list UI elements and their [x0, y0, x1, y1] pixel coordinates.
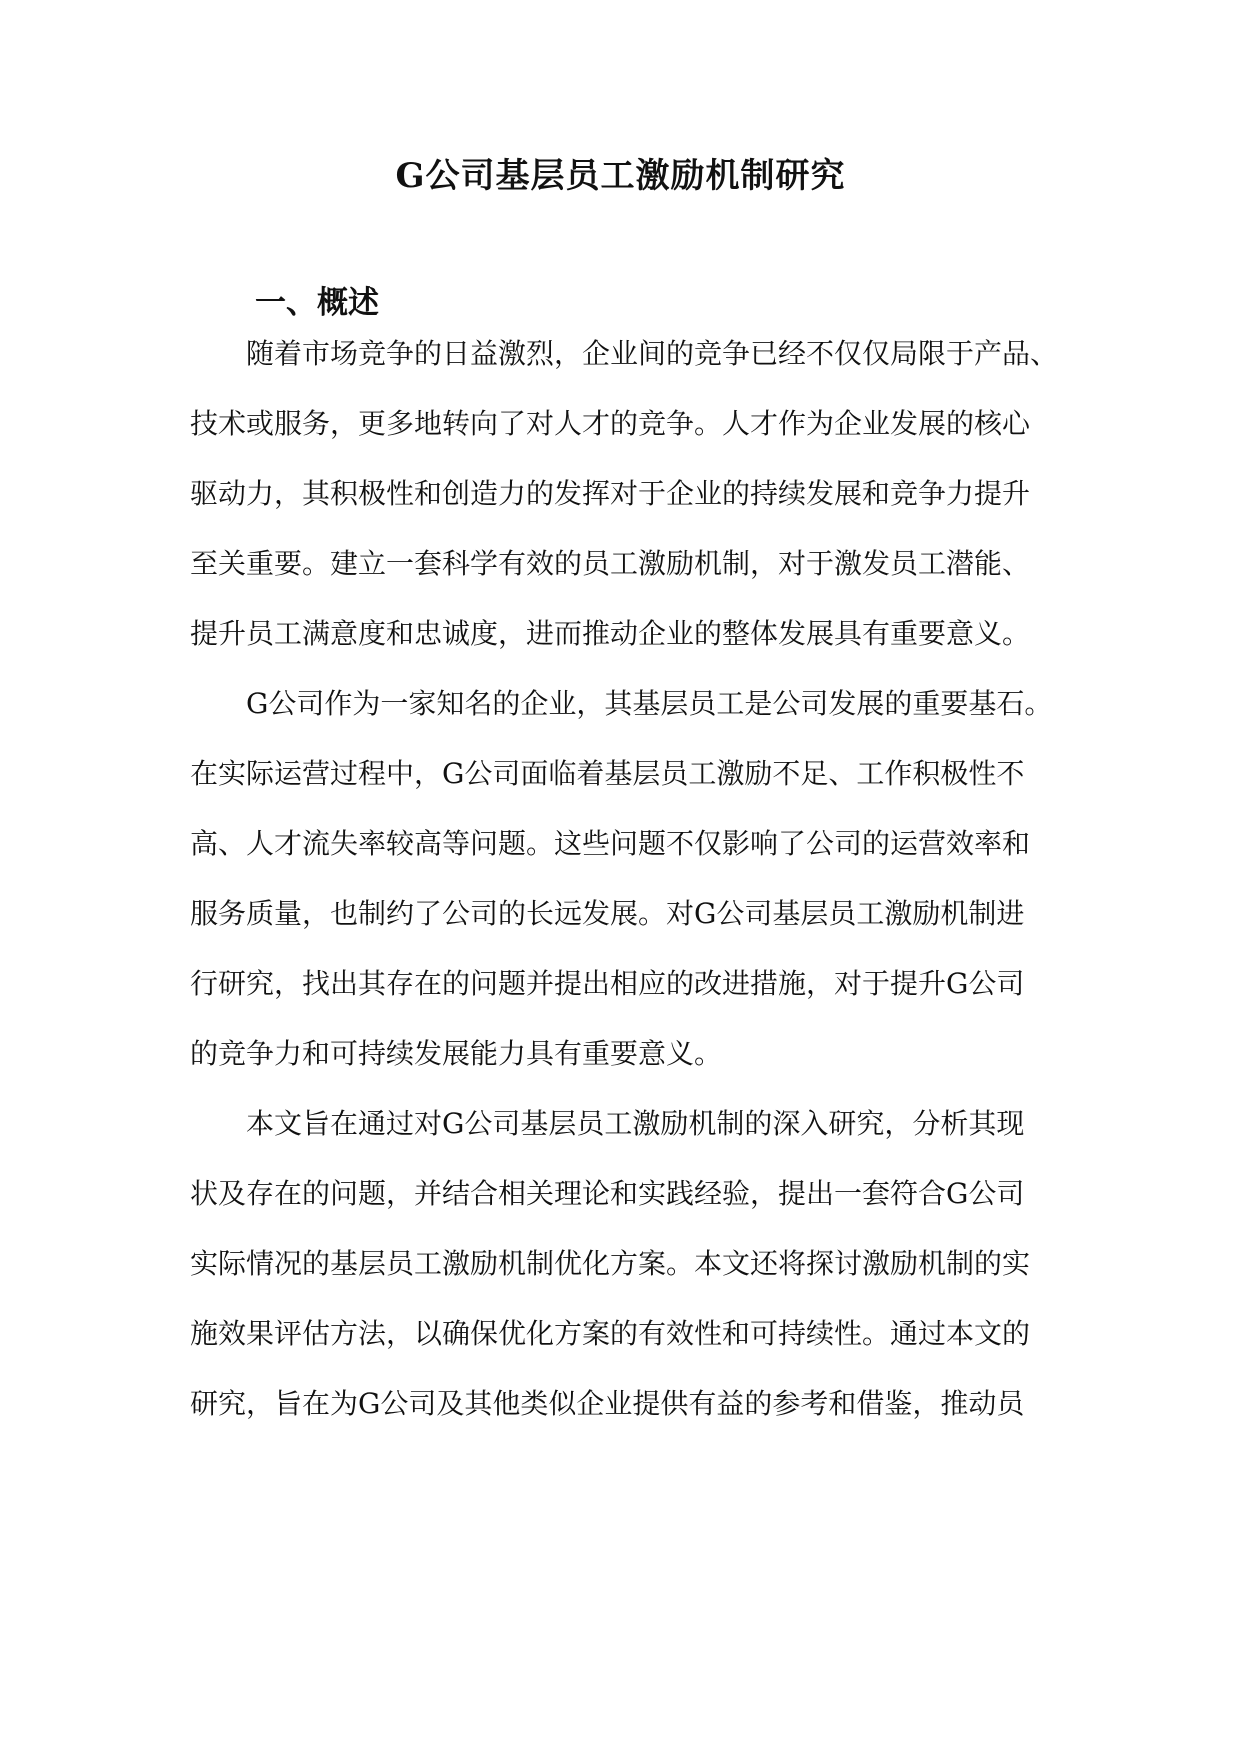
paragraph-line: 驱动力，其积极性和创造力的发挥对于企业的持续发展和竞争力提升 [190, 477, 1031, 510]
paragraph-line: 提升员工满意度和忠诚度，进而推动企业的整体发展具有重要意义。 [190, 617, 1031, 650]
page-title: G公司基层员工激励机制研究 [395, 156, 846, 196]
paragraph-line: G公司作为一家知名的企业，其基层员工是公司发展的重要基石。 [246, 687, 1053, 720]
paragraph-line: 随着市场竞争的日益激烈，企业间的竞争已经不仅仅局限于产品、 [246, 337, 1059, 370]
paragraph-line: 实际情况的基层员工激励机制优化方案。本文还将探讨激励机制的实 [190, 1247, 1031, 1280]
paragraph-line: 技术或服务，更多地转向了对人才的竞争。人才作为企业发展的核心 [190, 407, 1031, 440]
paragraph-line: 高、人才流失率较高等问题。这些问题不仅影响了公司的运营效率和 [190, 827, 1031, 860]
paragraph-line: 的竞争力和可持续发展能力具有重要意义。 [190, 1037, 723, 1070]
paragraph-line: 状及存在的问题，并结合相关理论和实践经验，提出一套符合G公司 [190, 1177, 1025, 1210]
paragraph-line: 本文旨在通过对G公司基层员工激励机制的深入研究，分析其现 [246, 1107, 1025, 1140]
section-heading: 一、概述 [255, 285, 379, 321]
paragraph-line: 行研究，找出其存在的问题并提出相应的改进措施，对于提升G公司 [190, 967, 1025, 1000]
paragraph-line: 至关重要。建立一套科学有效的员工激励机制，对于激发员工潜能、 [190, 547, 1031, 580]
paragraph-line: 在实际运营过程中，G公司面临着基层员工激励不足、工作积极性不 [190, 757, 1025, 790]
paragraph-line: 研究，旨在为G公司及其他类似企业提供有益的参考和借鉴，推动员 [190, 1387, 1025, 1420]
paragraph-line: 施效果评估方法，以确保优化方案的有效性和可持续性。通过本文的 [190, 1317, 1031, 1350]
paragraph-line: 服务质量，也制约了公司的长远发展。对G公司基层员工激励机制进 [190, 897, 1025, 930]
